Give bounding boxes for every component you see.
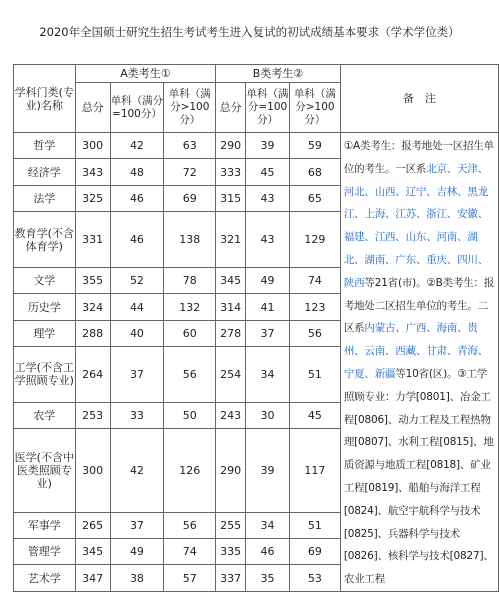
remarks-region-1: 北京、天津、河北、山西、辽宁、吉林、黑龙江、上海、江苏、浙江、安徽、福建、江西、山东、河南、湖北、湖南、广东、重庆、四川、陕西 <box>343 162 489 289</box>
cell-a-total: 347 <box>75 565 110 591</box>
cell-a-total: 355 <box>75 267 110 293</box>
cell-b-s100: 39 <box>246 133 290 159</box>
cell-b-total: 290 <box>216 133 246 159</box>
cell-b-total: 290 <box>216 429 246 512</box>
row-name: 经济学 <box>14 159 76 185</box>
cell-b-total: 333 <box>216 159 246 185</box>
cell-a-sgt: 78 <box>164 267 216 293</box>
cell-b-sgt: 53 <box>289 565 340 591</box>
cell-b-s100: 34 <box>246 512 290 538</box>
cell-a-sgt: 63 <box>164 133 216 159</box>
cell-b-sgt: 74 <box>289 267 340 293</box>
table-row <box>14 133 499 159</box>
cell-a-total: 343 <box>75 159 110 185</box>
cell-a-sgt: 138 <box>164 212 216 268</box>
cell-b-sgt: 59 <box>289 133 340 159</box>
row-name: 哲学 <box>14 133 76 159</box>
row-name: 军事学 <box>14 512 76 538</box>
cell-a-total: 331 <box>75 212 110 268</box>
cell-a-s100: 37 <box>110 347 164 403</box>
cell-a-total: 300 <box>75 133 110 159</box>
cell-a-sgt: 74 <box>164 539 216 565</box>
cell-a-total: 345 <box>75 539 110 565</box>
cell-a-s100: 33 <box>110 402 164 428</box>
cell-b-total: 243 <box>216 402 246 428</box>
cell-a-s100: 46 <box>110 185 164 211</box>
cell-a-s100: 38 <box>110 565 164 591</box>
cell-b-s100: 35 <box>246 565 290 591</box>
cell-b-total: 337 <box>216 565 246 591</box>
cell-a-sgt: 72 <box>164 159 216 185</box>
row-name: 医学(不含中医类照顾专业) <box>14 429 76 512</box>
cell-b-s100: 45 <box>246 159 290 185</box>
score-table <box>13 64 499 592</box>
cell-b-s100: 46 <box>246 539 290 565</box>
header-b-single-gt100: 单科（满分>100分） <box>289 83 340 133</box>
cell-a-total: 325 <box>75 185 110 211</box>
cell-a-sgt: 56 <box>164 347 216 403</box>
cell-b-sgt: 123 <box>289 294 340 320</box>
cell-a-total: 288 <box>75 320 110 346</box>
cell-a-total: 324 <box>75 294 110 320</box>
cell-a-total: 253 <box>75 402 110 428</box>
cell-b-total: 254 <box>216 347 246 403</box>
remarks-part-2: 等21省(市)。②B类考生：报考地处二区招生单位的考生。二区系 <box>343 276 495 335</box>
cell-b-sgt: 56 <box>289 320 340 346</box>
cell-b-s100: 43 <box>246 212 290 268</box>
row-name: 文学 <box>14 267 76 293</box>
cell-a-s100: 40 <box>110 320 164 346</box>
cell-a-s100: 44 <box>110 294 164 320</box>
header-b-total: 总分 <box>216 83 246 133</box>
cell-b-sgt: 69 <box>289 539 340 565</box>
header-group-b: B类考生② <box>216 65 341 83</box>
cell-b-total: 345 <box>216 267 246 293</box>
row-name: 艺术学 <box>14 565 76 591</box>
cell-b-s100: 37 <box>246 320 290 346</box>
cell-b-total: 255 <box>216 512 246 538</box>
remarks-part-3: 等10省(区)。③工学照顾专业：力学[0801]、冶金工程[0806]、动力工程及工程热物理[0807]、水利工程[0815]、地质资源与地质工程[0818]、矿业工程[0819]、船舶与海洋工程[0824]、航空宇航科学与技术[0825]、兵器科学与技术[0826]、核科学与技术[0827]、农业工程 <box>343 367 494 586</box>
cell-b-total: 321 <box>216 212 246 268</box>
cell-a-s100: 46 <box>110 212 164 268</box>
remarks-text <box>340 133 498 592</box>
cell-a-s100: 49 <box>110 539 164 565</box>
cell-b-sgt: 68 <box>289 159 340 185</box>
cell-a-s100: 42 <box>110 429 164 512</box>
row-name: 历史学 <box>14 294 76 320</box>
cell-a-s100: 42 <box>110 133 164 159</box>
cell-b-sgt: 65 <box>289 185 340 211</box>
row-name: 农学 <box>14 402 76 428</box>
header-group-a: A类考生① <box>75 65 216 83</box>
remarks-part-1: ①A类考生：报考地处一区招生单位的考生。一区系 <box>343 140 494 175</box>
cell-b-sgt: 129 <box>289 212 340 268</box>
cell-b-s100: 30 <box>246 402 290 428</box>
cell-b-s100: 34 <box>246 347 290 403</box>
row-name: 管理学 <box>14 539 76 565</box>
row-name: 工学(不含工学照顾专业) <box>14 347 76 403</box>
header-b-single-100: 单科（满分=100分） <box>246 83 290 133</box>
cell-a-s100: 37 <box>110 512 164 538</box>
cell-a-sgt: 60 <box>164 320 216 346</box>
cell-a-total: 264 <box>75 347 110 403</box>
remarks-region-2: 内蒙古、广西、海南、贵州、云南、西藏、甘肃、青海、宁夏、新疆 <box>343 322 489 380</box>
header-a-single-100: 单科（满分=100分） <box>110 83 164 133</box>
header-a-total: 总分 <box>75 83 110 133</box>
cell-b-sgt: 51 <box>289 347 340 403</box>
row-name: 法学 <box>14 185 76 211</box>
header-category: 学科门类(专业)名称 <box>14 65 76 133</box>
cell-a-sgt: 132 <box>164 294 216 320</box>
cell-b-sgt: 117 <box>289 429 340 512</box>
cell-b-total: 315 <box>216 185 246 211</box>
row-name: 理学 <box>14 320 76 346</box>
cell-a-sgt: 50 <box>164 402 216 428</box>
cell-a-sgt: 126 <box>164 429 216 512</box>
cell-a-total: 300 <box>75 429 110 512</box>
cell-b-sgt: 51 <box>289 512 340 538</box>
header-remarks: 备 注 <box>340 65 498 133</box>
header-a-single-gt100: 单科（满分>100分） <box>164 83 216 133</box>
cell-b-sgt: 45 <box>289 402 340 428</box>
cell-a-sgt: 69 <box>164 185 216 211</box>
cell-b-total: 314 <box>216 294 246 320</box>
cell-b-s100: 43 <box>246 185 290 211</box>
cell-b-total: 278 <box>216 320 246 346</box>
cell-a-sgt: 57 <box>164 565 216 591</box>
cell-b-s100: 49 <box>246 267 290 293</box>
row-name: 教育学(不含体育学) <box>14 212 76 268</box>
cell-a-s100: 48 <box>110 159 164 185</box>
cell-a-sgt: 56 <box>164 512 216 538</box>
cell-a-total: 265 <box>75 512 110 538</box>
cell-b-s100: 39 <box>246 429 290 512</box>
cell-a-s100: 52 <box>110 267 164 293</box>
page-title: 2020年全国硕士研究生招生考试考生进入复试的初试成绩基本要求（学术学位类） <box>39 25 460 39</box>
cell-b-s100: 41 <box>246 294 290 320</box>
cell-b-total: 335 <box>216 539 246 565</box>
